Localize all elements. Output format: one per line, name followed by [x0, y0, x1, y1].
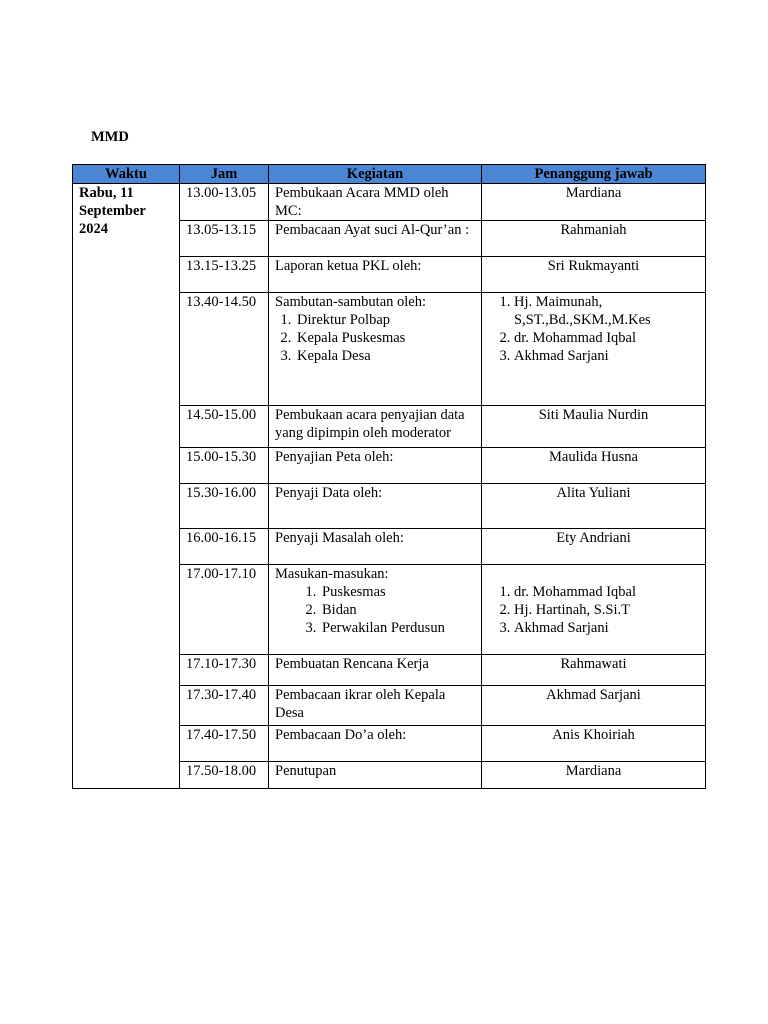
- jam-cell: 13.15-13.25: [180, 257, 269, 293]
- pj-cell: Rahmawati: [482, 655, 706, 686]
- kegiatan-cell: Penyaji Masalah oleh:: [269, 529, 482, 565]
- list-item: 3. Kepala Desa: [295, 347, 475, 365]
- kegiatan-cell: Pembukaan Acara MMD oleh MC:: [269, 184, 482, 221]
- jam-cell: 17.50-18.00: [180, 762, 269, 789]
- jam-cell: 17.10-17.30: [180, 655, 269, 686]
- kegiatan-list: [275, 311, 475, 365]
- kegiatan-cell: [269, 565, 482, 655]
- header-jam: Jam: [180, 165, 269, 184]
- schedule-table: [72, 164, 706, 789]
- pj-spacer: [488, 565, 699, 583]
- header-kegiatan: Kegiatan: [269, 165, 482, 184]
- pj-cell: Mardiana: [482, 762, 706, 789]
- list-item: 1. Hj. Maimunah, S,ST.,Bd.,SKM.,M.Kes: [514, 293, 699, 329]
- pj-cell: Akhmad Sarjani: [482, 686, 706, 726]
- pj-cell: Alita Yuliani: [482, 484, 706, 529]
- header-penanggung-jawab: Penanggung jawab: [482, 165, 706, 184]
- pj-cell: Sri Rukmayanti: [482, 257, 706, 293]
- pj-cell: Siti Maulia Nurdin: [482, 406, 706, 448]
- kegiatan-cell: Penyaji Data oleh:: [269, 484, 482, 529]
- list-item: 2. Kepala Puskesmas: [295, 329, 475, 347]
- kegiatan-cell: Pembacaan Ayat suci Al-Qur’an :: [269, 221, 482, 257]
- document-title: MMD: [91, 129, 129, 145]
- pj-list: [488, 293, 699, 365]
- kegiatan-heading: Sambutan-sambutan oleh:: [275, 294, 427, 310]
- list-item: 1. dr. Mohammad Iqbal: [514, 583, 699, 601]
- jam-cell: 17.30-17.40: [180, 686, 269, 726]
- pj-cell: Maulida Husna: [482, 448, 706, 484]
- jam-cell: 16.00-16.15: [180, 529, 269, 565]
- list-item: 2. dr. Mohammad Iqbal: [514, 329, 699, 347]
- kegiatan-cell: [269, 293, 482, 406]
- list-item: 3. Akhmad Sarjani: [514, 347, 699, 365]
- kegiatan-cell: Laporan ketua PKL oleh:: [269, 257, 482, 293]
- list-item: 2. Bidan: [320, 601, 475, 619]
- kegiatan-heading: Masukan-masukan:: [275, 566, 389, 582]
- list-item: 2. Hj. Hartinah, S.Si.T: [514, 601, 699, 619]
- pj-cell: [482, 565, 706, 655]
- kegiatan-cell: Penutupan: [269, 762, 482, 789]
- kegiatan-list: [275, 583, 475, 637]
- kegiatan-cell: Pembacaan Do’a oleh:: [269, 726, 482, 762]
- pj-cell: Ety Andriani: [482, 529, 706, 565]
- list-item: 1. Direktur Polbap: [295, 311, 475, 329]
- pj-cell: Mardiana: [482, 184, 706, 221]
- pj-cell: [482, 293, 706, 406]
- jam-cell: 15.00-15.30: [180, 448, 269, 484]
- jam-cell: 13.40-14.50: [180, 293, 269, 406]
- waktu-cell: Rabu, 11 September 2024: [73, 184, 180, 789]
- table-header-row: [73, 165, 706, 184]
- pj-cell: Rahmaniah: [482, 221, 706, 257]
- list-item: 3. Akhmad Sarjani: [514, 619, 699, 637]
- header-waktu: Waktu: [73, 165, 180, 184]
- kegiatan-cell: Penyajian Peta oleh:: [269, 448, 482, 484]
- pj-cell: Anis Khoiriah: [482, 726, 706, 762]
- jam-cell: 17.00-17.10: [180, 565, 269, 655]
- jam-cell: 15.30-16.00: [180, 484, 269, 529]
- jam-cell: 13.05-13.15: [180, 221, 269, 257]
- list-item: 3. Perwakilan Perdusun: [320, 619, 475, 637]
- jam-cell: 14.50-15.00: [180, 406, 269, 448]
- pj-list: [488, 583, 699, 637]
- kegiatan-cell: Pembacaan ikrar oleh Kepala Desa: [269, 686, 482, 726]
- jam-cell: 13.00-13.05: [180, 184, 269, 221]
- kegiatan-cell: Pembuatan Rencana Kerja: [269, 655, 482, 686]
- list-item: 1. Puskesmas: [320, 583, 475, 601]
- kegiatan-cell: Pembukaan acara penyajian data yang dipimpin oleh moderator: [269, 406, 482, 448]
- jam-cell: 17.40-17.50: [180, 726, 269, 762]
- table-row: [73, 184, 706, 221]
